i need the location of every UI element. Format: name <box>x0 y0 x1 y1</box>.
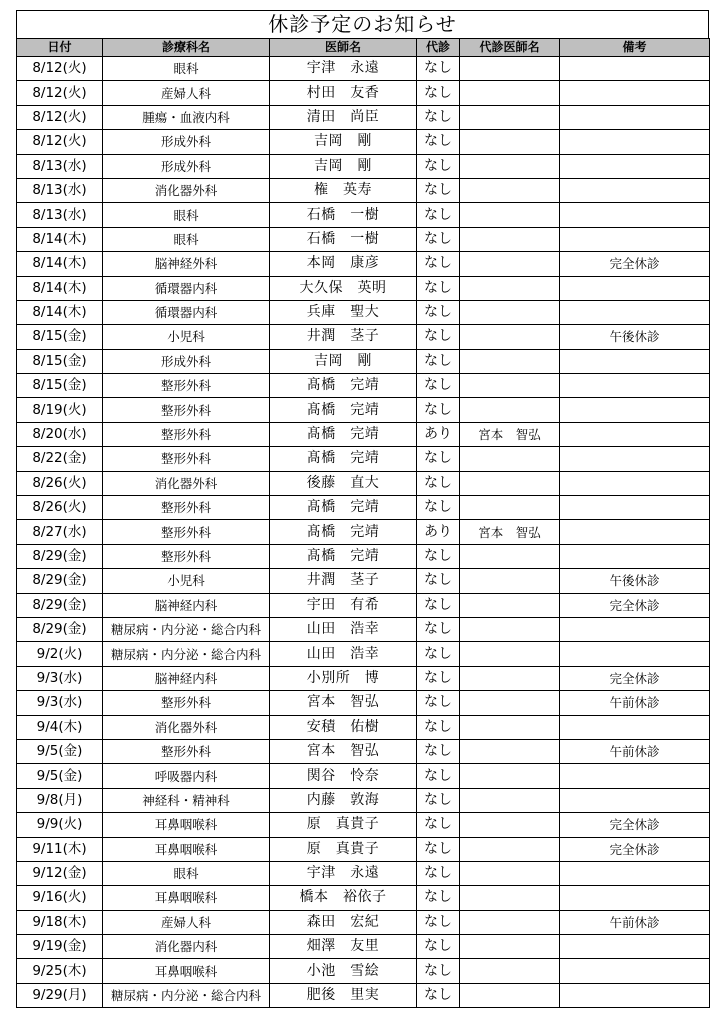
table-row <box>17 983 710 1007</box>
date-cell: 9/4(木) <box>17 715 103 739</box>
department-cell: 産婦人科 <box>103 910 270 934</box>
date-cell: 8/29(金) <box>17 569 103 593</box>
department-cell: 眼科 <box>103 227 270 251</box>
substitute-doctor-cell <box>460 837 560 861</box>
department-cell: 眼科 <box>103 861 270 885</box>
department-cell: 整形外科 <box>103 422 270 446</box>
department-cell: 神経科・精神科 <box>103 788 270 812</box>
note-cell: 完全休診 <box>560 813 710 837</box>
department-cell: 糖尿病・内分泌・総合内科 <box>103 642 270 666</box>
note-cell <box>560 959 710 983</box>
note-cell: 午後休診 <box>560 569 710 593</box>
note-cell <box>560 886 710 910</box>
table-row <box>17 764 710 788</box>
doctor-cell: 髙橋 完靖 <box>270 422 417 446</box>
doctor-cell: 髙橋 完靖 <box>270 447 417 471</box>
table-row <box>17 715 710 739</box>
note-cell <box>560 227 710 251</box>
department-cell: 耳鼻咽喉科 <box>103 959 270 983</box>
note-cell <box>560 178 710 202</box>
substitute-doctor-cell <box>460 496 560 520</box>
table-row <box>17 739 710 763</box>
substitute-cell: なし <box>417 252 460 276</box>
doctor-cell: 山田 浩幸 <box>270 617 417 641</box>
column-header-date: 日付 <box>17 39 103 57</box>
doctor-cell: 吉岡 剛 <box>270 349 417 373</box>
table-row <box>17 520 710 544</box>
substitute-doctor-cell <box>460 57 560 81</box>
doctor-cell: 大久保 英明 <box>270 276 417 300</box>
substitute-cell: なし <box>417 983 460 1007</box>
substitute-cell: なし <box>417 715 460 739</box>
date-cell: 8/27(水) <box>17 520 103 544</box>
substitute-cell: なし <box>417 544 460 568</box>
substitute-cell: なし <box>417 325 460 349</box>
substitute-doctor-cell <box>460 813 560 837</box>
doctor-cell: 内藤 敦海 <box>270 788 417 812</box>
note-cell <box>560 788 710 812</box>
doctor-cell: 宇田 有希 <box>270 593 417 617</box>
department-cell: 糖尿病・内分泌・総合内科 <box>103 617 270 641</box>
substitute-doctor-cell: 宮本 智弘 <box>460 422 560 446</box>
substitute-cell: なし <box>417 374 460 398</box>
date-cell: 8/14(木) <box>17 300 103 324</box>
note-cell <box>560 642 710 666</box>
doctor-cell: 畑澤 友里 <box>270 935 417 959</box>
doctor-cell: 村田 友香 <box>270 81 417 105</box>
note-cell <box>560 861 710 885</box>
department-cell: 呼吸器内科 <box>103 764 270 788</box>
date-cell: 8/14(木) <box>17 276 103 300</box>
page-title: 休診予定のお知らせ <box>16 10 709 38</box>
table-row <box>17 130 710 154</box>
column-header-department: 診療科名 <box>103 39 270 57</box>
department-cell: 整形外科 <box>103 447 270 471</box>
note-cell <box>560 935 710 959</box>
substitute-cell: なし <box>417 691 460 715</box>
substitute-cell: なし <box>417 837 460 861</box>
table-row <box>17 276 710 300</box>
substitute-cell: なし <box>417 642 460 666</box>
department-cell: 耳鼻咽喉科 <box>103 813 270 837</box>
date-cell: 9/29(月) <box>17 983 103 1007</box>
substitute-doctor-cell <box>460 544 560 568</box>
date-cell: 8/13(水) <box>17 178 103 202</box>
date-cell: 9/9(火) <box>17 813 103 837</box>
table-row <box>17 398 710 422</box>
substitute-cell: なし <box>417 764 460 788</box>
date-cell: 9/18(木) <box>17 910 103 934</box>
substitute-cell: なし <box>417 886 460 910</box>
note-cell <box>560 715 710 739</box>
note-cell <box>560 203 710 227</box>
department-cell: 循環器内科 <box>103 300 270 324</box>
substitute-cell: なし <box>417 910 460 934</box>
table-row <box>17 105 710 129</box>
substitute-doctor-cell <box>460 642 560 666</box>
substitute-cell: なし <box>417 739 460 763</box>
table-row <box>17 691 710 715</box>
table-row <box>17 544 710 568</box>
table-row <box>17 910 710 934</box>
substitute-cell: なし <box>417 130 460 154</box>
department-cell: 耳鼻咽喉科 <box>103 837 270 861</box>
table-body <box>17 57 710 1008</box>
substitute-cell: なし <box>417 276 460 300</box>
department-cell: 整形外科 <box>103 691 270 715</box>
substitute-doctor-cell <box>460 617 560 641</box>
doctor-cell: 髙橋 完靖 <box>270 544 417 568</box>
note-cell <box>560 130 710 154</box>
substitute-cell: なし <box>417 349 460 373</box>
substitute-cell: なし <box>417 227 460 251</box>
table-row <box>17 959 710 983</box>
substitute-cell: あり <box>417 422 460 446</box>
date-cell: 8/29(金) <box>17 544 103 568</box>
substitute-cell: なし <box>417 935 460 959</box>
doctor-cell: 原 真貴子 <box>270 837 417 861</box>
substitute-doctor-cell <box>460 569 560 593</box>
department-cell: 消化器外科 <box>103 178 270 202</box>
substitute-doctor-cell <box>460 398 560 422</box>
table-row <box>17 374 710 398</box>
substitute-doctor-cell <box>460 691 560 715</box>
substitute-doctor-cell <box>460 154 560 178</box>
note-cell <box>560 276 710 300</box>
department-cell: 消化器内科 <box>103 935 270 959</box>
substitute-cell: なし <box>417 813 460 837</box>
date-cell: 8/13(水) <box>17 154 103 178</box>
date-cell: 9/19(金) <box>17 935 103 959</box>
date-cell: 8/29(金) <box>17 617 103 641</box>
department-cell: 循環器内科 <box>103 276 270 300</box>
date-cell: 8/26(火) <box>17 496 103 520</box>
table-row <box>17 57 710 81</box>
table-row <box>17 886 710 910</box>
substitute-doctor-cell <box>460 715 560 739</box>
note-cell: 完全休診 <box>560 837 710 861</box>
date-cell: 8/14(木) <box>17 227 103 251</box>
date-cell: 9/5(金) <box>17 764 103 788</box>
table-row <box>17 471 710 495</box>
doctor-cell: 井潤 茎子 <box>270 569 417 593</box>
doctor-cell: 小池 雪絵 <box>270 959 417 983</box>
table-row <box>17 203 710 227</box>
department-cell: 眼科 <box>103 203 270 227</box>
date-cell: 9/12(金) <box>17 861 103 885</box>
substitute-doctor-cell <box>460 178 560 202</box>
substitute-doctor-cell <box>460 935 560 959</box>
substitute-doctor-cell <box>460 349 560 373</box>
closure-schedule-table <box>16 38 710 1008</box>
table-row <box>17 813 710 837</box>
date-cell: 8/12(火) <box>17 105 103 129</box>
table-row <box>17 81 710 105</box>
date-cell: 8/12(火) <box>17 81 103 105</box>
date-cell: 9/8(月) <box>17 788 103 812</box>
substitute-cell: なし <box>417 203 460 227</box>
doctor-cell: 橋本 裕依子 <box>270 886 417 910</box>
substitute-cell: なし <box>417 398 460 422</box>
department-cell: 脳神経内科 <box>103 593 270 617</box>
table-row <box>17 837 710 861</box>
substitute-doctor-cell <box>460 910 560 934</box>
substitute-doctor-cell <box>460 374 560 398</box>
department-cell: 糖尿病・内分泌・総合内科 <box>103 983 270 1007</box>
department-cell: 小児科 <box>103 325 270 349</box>
table-row <box>17 349 710 373</box>
substitute-doctor-cell <box>460 130 560 154</box>
doctor-cell: 森田 宏紀 <box>270 910 417 934</box>
column-header-note: 備考 <box>560 39 710 57</box>
doctor-cell: 後藤 直大 <box>270 471 417 495</box>
date-cell: 8/29(金) <box>17 593 103 617</box>
note-cell <box>560 349 710 373</box>
doctor-cell: 石橋 一樹 <box>270 203 417 227</box>
note-cell <box>560 447 710 471</box>
department-cell: 整形外科 <box>103 544 270 568</box>
note-cell: 午前休診 <box>560 910 710 934</box>
substitute-doctor-cell: 宮本 智弘 <box>460 520 560 544</box>
department-cell: 小児科 <box>103 569 270 593</box>
date-cell: 8/26(火) <box>17 471 103 495</box>
table-row <box>17 593 710 617</box>
date-cell: 8/19(火) <box>17 398 103 422</box>
note-cell <box>560 105 710 129</box>
doctor-cell: 吉岡 剛 <box>270 130 417 154</box>
note-cell <box>560 57 710 81</box>
note-cell: 完全休診 <box>560 593 710 617</box>
note-cell: 午後休診 <box>560 325 710 349</box>
doctor-cell: 髙橋 完靖 <box>270 496 417 520</box>
doctor-cell: 安積 佑樹 <box>270 715 417 739</box>
department-cell: 整形外科 <box>103 398 270 422</box>
substitute-cell: なし <box>417 57 460 81</box>
date-cell: 9/3(水) <box>17 666 103 690</box>
substitute-doctor-cell <box>460 959 560 983</box>
date-cell: 8/20(水) <box>17 422 103 446</box>
department-cell: 脳神経外科 <box>103 252 270 276</box>
doctor-cell: 肥後 里実 <box>270 983 417 1007</box>
doctor-cell: 宇津 永遠 <box>270 57 417 81</box>
department-cell: 形成外科 <box>103 349 270 373</box>
column-header-doctor: 医師名 <box>270 39 417 57</box>
doctor-cell: 髙橋 完靖 <box>270 398 417 422</box>
note-cell <box>560 471 710 495</box>
doctor-cell: 宮本 智弘 <box>270 691 417 715</box>
substitute-cell: あり <box>417 520 460 544</box>
substitute-cell: なし <box>417 496 460 520</box>
table-row <box>17 666 710 690</box>
doctor-cell: 小別所 博 <box>270 666 417 690</box>
note-cell <box>560 764 710 788</box>
department-cell: 脳神経内科 <box>103 666 270 690</box>
note-cell <box>560 544 710 568</box>
doctor-cell: 吉岡 剛 <box>270 154 417 178</box>
substitute-cell: なし <box>417 447 460 471</box>
substitute-cell: なし <box>417 154 460 178</box>
note-cell <box>560 617 710 641</box>
date-cell: 9/3(水) <box>17 691 103 715</box>
date-cell: 9/11(木) <box>17 837 103 861</box>
doctor-cell: 石橋 一樹 <box>270 227 417 251</box>
substitute-doctor-cell <box>460 81 560 105</box>
department-cell: 整形外科 <box>103 374 270 398</box>
substitute-cell: なし <box>417 617 460 641</box>
doctor-cell: 原 真貴子 <box>270 813 417 837</box>
substitute-doctor-cell <box>460 983 560 1007</box>
table-row <box>17 447 710 471</box>
substitute-doctor-cell <box>460 203 560 227</box>
substitute-cell: なし <box>417 81 460 105</box>
substitute-cell: なし <box>417 105 460 129</box>
substitute-cell: なし <box>417 178 460 202</box>
substitute-doctor-cell <box>460 764 560 788</box>
date-cell: 8/22(金) <box>17 447 103 471</box>
note-cell <box>560 983 710 1007</box>
substitute-cell: なし <box>417 593 460 617</box>
note-cell: 午前休診 <box>560 691 710 715</box>
note-cell: 完全休診 <box>560 252 710 276</box>
doctor-cell: 兵庫 聖大 <box>270 300 417 324</box>
date-cell: 8/13(水) <box>17 203 103 227</box>
doctor-cell: 髙橋 完靖 <box>270 520 417 544</box>
substitute-doctor-cell <box>460 227 560 251</box>
doctor-cell: 本岡 康彦 <box>270 252 417 276</box>
note-cell <box>560 300 710 324</box>
substitute-doctor-cell <box>460 666 560 690</box>
table-row <box>17 252 710 276</box>
date-cell: 8/12(火) <box>17 130 103 154</box>
note-cell: 完全休診 <box>560 666 710 690</box>
doctor-cell: 髙橋 完靖 <box>270 374 417 398</box>
table-row <box>17 325 710 349</box>
closure-notice-sheet <box>16 10 709 1008</box>
doctor-cell: 宇津 永遠 <box>270 861 417 885</box>
department-cell: 腫瘍・血液内科 <box>103 105 270 129</box>
substitute-doctor-cell <box>460 471 560 495</box>
doctor-cell: 宮本 智弘 <box>270 739 417 763</box>
table-row <box>17 154 710 178</box>
substitute-doctor-cell <box>460 276 560 300</box>
substitute-cell: なし <box>417 861 460 885</box>
date-cell: 8/15(金) <box>17 325 103 349</box>
date-cell: 8/15(金) <box>17 349 103 373</box>
substitute-doctor-cell <box>460 447 560 471</box>
substitute-cell: なし <box>417 959 460 983</box>
date-cell: 9/16(火) <box>17 886 103 910</box>
note-cell <box>560 374 710 398</box>
substitute-doctor-cell <box>460 861 560 885</box>
substitute-doctor-cell <box>460 325 560 349</box>
doctor-cell: 清田 尚臣 <box>270 105 417 129</box>
date-cell: 8/12(火) <box>17 57 103 81</box>
substitute-cell: なし <box>417 471 460 495</box>
department-cell: 形成外科 <box>103 154 270 178</box>
table-row <box>17 861 710 885</box>
doctor-cell: 関谷 怜奈 <box>270 764 417 788</box>
date-cell: 8/15(金) <box>17 374 103 398</box>
department-cell: 整形外科 <box>103 496 270 520</box>
substitute-cell: なし <box>417 300 460 324</box>
date-cell: 8/14(木) <box>17 252 103 276</box>
doctor-cell: 山田 浩幸 <box>270 642 417 666</box>
department-cell: 眼科 <box>103 57 270 81</box>
substitute-doctor-cell <box>460 593 560 617</box>
date-cell: 9/25(木) <box>17 959 103 983</box>
department-cell: 消化器外科 <box>103 715 270 739</box>
note-cell <box>560 81 710 105</box>
note-cell <box>560 422 710 446</box>
note-cell <box>560 154 710 178</box>
table-row <box>17 617 710 641</box>
department-cell: 消化器外科 <box>103 471 270 495</box>
note-cell <box>560 496 710 520</box>
note-cell <box>560 398 710 422</box>
table-header-row <box>17 39 710 57</box>
doctor-cell: 権 英寿 <box>270 178 417 202</box>
table-row <box>17 227 710 251</box>
department-cell: 整形外科 <box>103 739 270 763</box>
table-row <box>17 422 710 446</box>
table-row <box>17 569 710 593</box>
date-cell: 9/2(火) <box>17 642 103 666</box>
substitute-cell: なし <box>417 569 460 593</box>
substitute-doctor-cell <box>460 300 560 324</box>
note-cell <box>560 520 710 544</box>
doctor-cell: 井潤 茎子 <box>270 325 417 349</box>
department-cell: 産婦人科 <box>103 81 270 105</box>
table-row <box>17 642 710 666</box>
department-cell: 形成外科 <box>103 130 270 154</box>
substitute-doctor-cell <box>460 886 560 910</box>
department-cell: 整形外科 <box>103 520 270 544</box>
table-row <box>17 178 710 202</box>
table-row <box>17 300 710 324</box>
substitute-cell: なし <box>417 788 460 812</box>
substitute-doctor-cell <box>460 105 560 129</box>
substitute-cell: なし <box>417 666 460 690</box>
column-header-substitute: 代診 <box>417 39 460 57</box>
column-header-substitute-doctor: 代診医師名 <box>460 39 560 57</box>
substitute-doctor-cell <box>460 252 560 276</box>
department-cell: 耳鼻咽喉科 <box>103 886 270 910</box>
substitute-doctor-cell <box>460 739 560 763</box>
note-cell: 午前休診 <box>560 739 710 763</box>
date-cell: 9/5(金) <box>17 739 103 763</box>
table-row <box>17 788 710 812</box>
table-row <box>17 496 710 520</box>
substitute-doctor-cell <box>460 788 560 812</box>
table-row <box>17 935 710 959</box>
